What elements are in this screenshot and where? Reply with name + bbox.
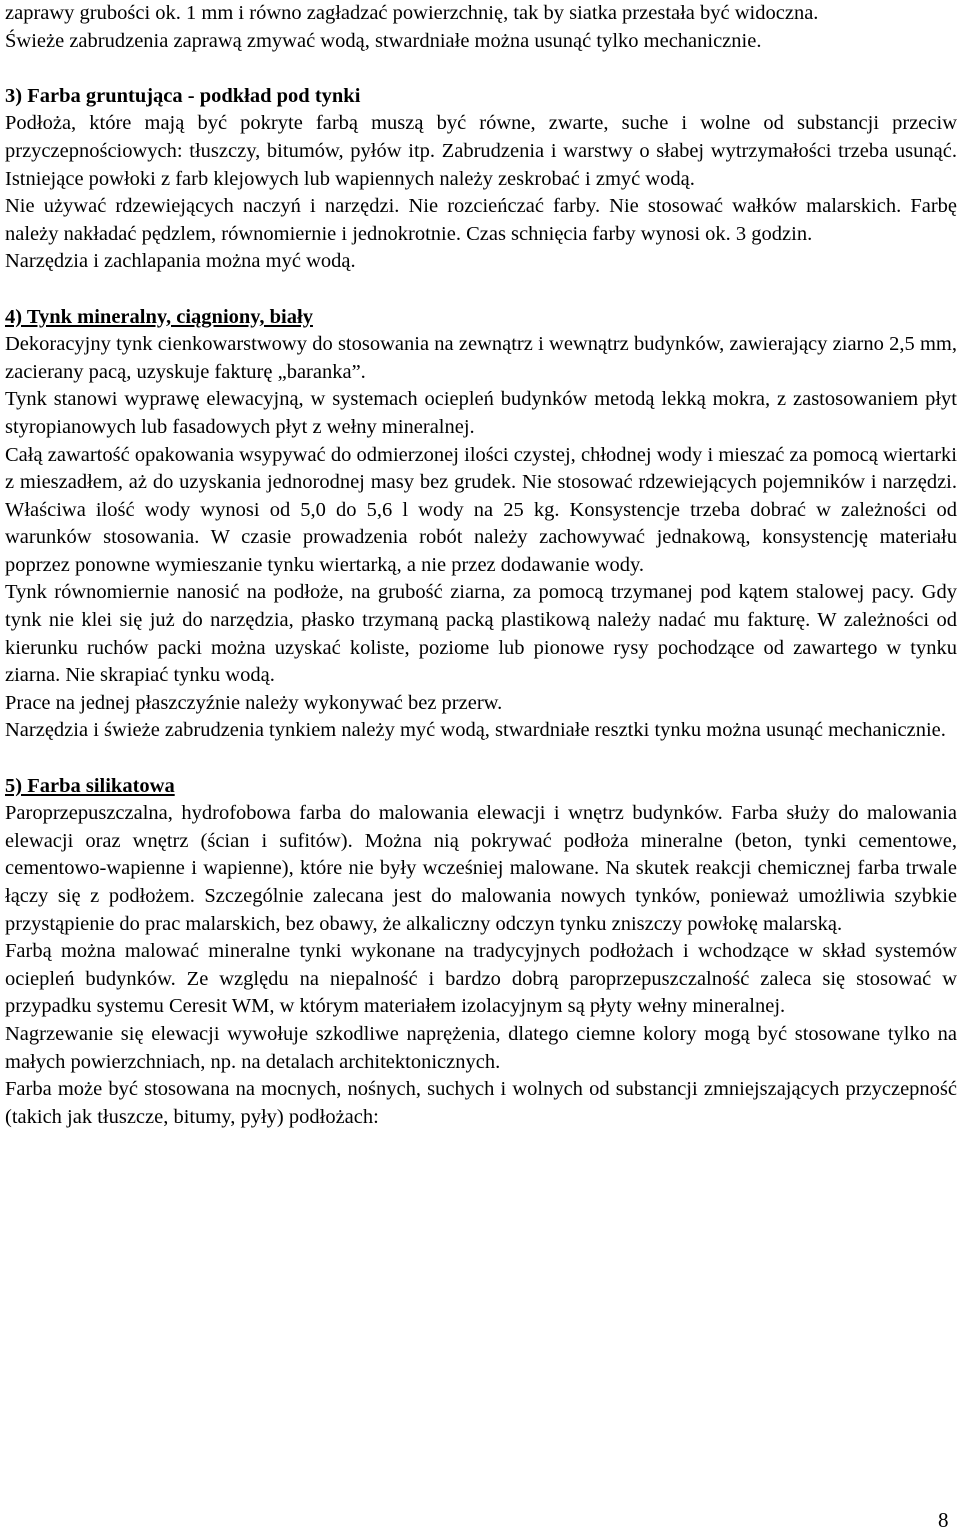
section-heading: 4) Tynk mineralny, ciągniony, biały: [5, 305, 313, 328]
paragraph: Tynk stanowi wyprawę elewacyjną, w systemach ociepleń budynków metodą lekką mokra, z zastosowaniem płyt styropianowych lub fasadowych płyt z wełny mineralnej.: [5, 388, 957, 438]
paragraph-gap: [5, 745, 957, 773]
paragraph: Paroprzepuszczalna, hydrofobowa farba do malowania elewacji i wnętrz budynków. Farba służy do malowania elewacji oraz wnętrz (ścian i sufitów). Można nią pokrywać podłoża mineralne (beton, tynki cementowe, cementowo-wapienne i wapienne), które nie były wcześniej malowane. Na skutek reakcji chemicznej farba trwale łączy się z podłożem. Szczególnie zalecana jest do malowania nowych tynków, ponieważ umożliwia szybkie przystąpienie do prac malarskich, bez obawy, że alkaliczny odczyn tynku zniszczy powłokę malarską.: [5, 802, 957, 935]
paragraph: Dekoracyjny tynk cienkowarstwowy do stosowania na zewnątrz i wewnątrz budynków, zawierający ziarno 2,5 mm, zacierany pacą, uzyskuje fakturę „baranka”.: [5, 333, 957, 383]
section-heading: 3) Farba gruntująca - podkład pod tynki: [5, 84, 361, 107]
section-heading: 5) Farba silikatowa: [5, 774, 175, 797]
paragraph: Podłoża, które mają być pokryte farbą muszą być równe, zwarte, suche i wolne od substancji przeciw przyczepnościowych: tłuszczy, bitumów, pyłów itp. Zabrudzenia i warstwy o słabej wytrzymałości trzeba usunąć. Istniejące powłoki z farb klejowych lub wapiennych należy zeskrobać i zmyć wodą.: [5, 112, 957, 190]
paragraph: Farba może być stosowana na mocnych, nośnych, suchych i wolnych od substancji zmniejszających przyczepność (takich jak tłuszcze, bitumy, pyły) podłożach:: [5, 1078, 957, 1128]
section-4: [5, 304, 957, 746]
section-3: [5, 83, 957, 276]
paragraph-gap: [5, 55, 957, 83]
paragraph-gap: [5, 276, 957, 304]
paragraph: zaprawy grubości ok. 1 mm i równo zagładzać powierzchnię, tak by siatka przestała być widoczna.: [5, 2, 819, 24]
paragraph: Całą zawartość opakowania wsypywać do odmierzonej ilości czystej, chłodnej wody i mieszać za pomocą wiertarki z mieszadłem, aż do uzyskania jednorodnej masy bez grudek. Nie stosować rdzewiejących pojemników i narzędzi. Właściwa ilość wody wynosi od 5,0 do 5,6 l wody na 25 kg. Konsystencje trzeba dobrać w zależności od warunków stosowania. W czasie prowadzenia robót należy zachowywać jednakową, konsystencję materiału poprzez ponowne wymieszanie tynku wiertarką, a nie przez dodawanie wody.: [5, 443, 957, 576]
paragraph: Świeże zabrudzenia zaprawą zmywać wodą, stwardniałe można usunąć tylko mechanicznie.: [5, 29, 762, 52]
paragraph: Farbą można malować mineralne tynki wykonane na tradycyjnych podłożach i wchodzące w skład systemów ociepleń budynków. Ze względu na niepalność i bardzo dobrą paroprzepuszczalność zaleca się stosować w przypadku systemu Ceresit WM, w którym materiałem izolacyjnym są płyty wełny mineralnej.: [5, 940, 957, 1018]
paragraph: Narzędzia i zachlapania można myć wodą.: [5, 250, 356, 273]
paragraph: Prace na jednej płaszczyźnie należy wykonywać bez przerw.: [5, 691, 503, 714]
paragraph: Nagrzewanie się elewacji wywołuje szkodliwe naprężenia, dlatego ciemne kolory mogą być stosowane tylko na małych powierzchniach, np. na detalach architektonicznych.: [5, 1022, 957, 1073]
paragraph: Tynk równomiernie nanosić na podłoże, na grubość ziarna, za pomocą trzymanej pod kątem stalowej pacy. Gdy tynk nie klei się już do narzędzia, płasko trzymaną packą plastikową należy nadać mu fakturę. W zależności od kierunku ruchów packi można uzyskać koliste, poziome lub pionowe rysy pochodzące od zawartego w tynku ziarna. Nie skrapiać tynku wodą.: [5, 581, 957, 687]
page-number: 8: [938, 1508, 949, 1532]
paragraph: Nie używać rdzewiejących naczyń i narzędzi. Nie rozcieńczać farby. Nie stosować wałków malarskich. Farbę należy nakładać pędzlem, równomiernie i jednokrotnie. Czas schnięcia farby wynosi ok. 3 godzin.: [5, 195, 957, 245]
document-page: [5, 0, 957, 1131]
section-5: [5, 773, 957, 1132]
paragraph: Narzędzia i świeże zabrudzenia tynkiem należy myć wodą, stwardniałe resztki tynku można usunąć mechanicznie.: [5, 719, 946, 742]
